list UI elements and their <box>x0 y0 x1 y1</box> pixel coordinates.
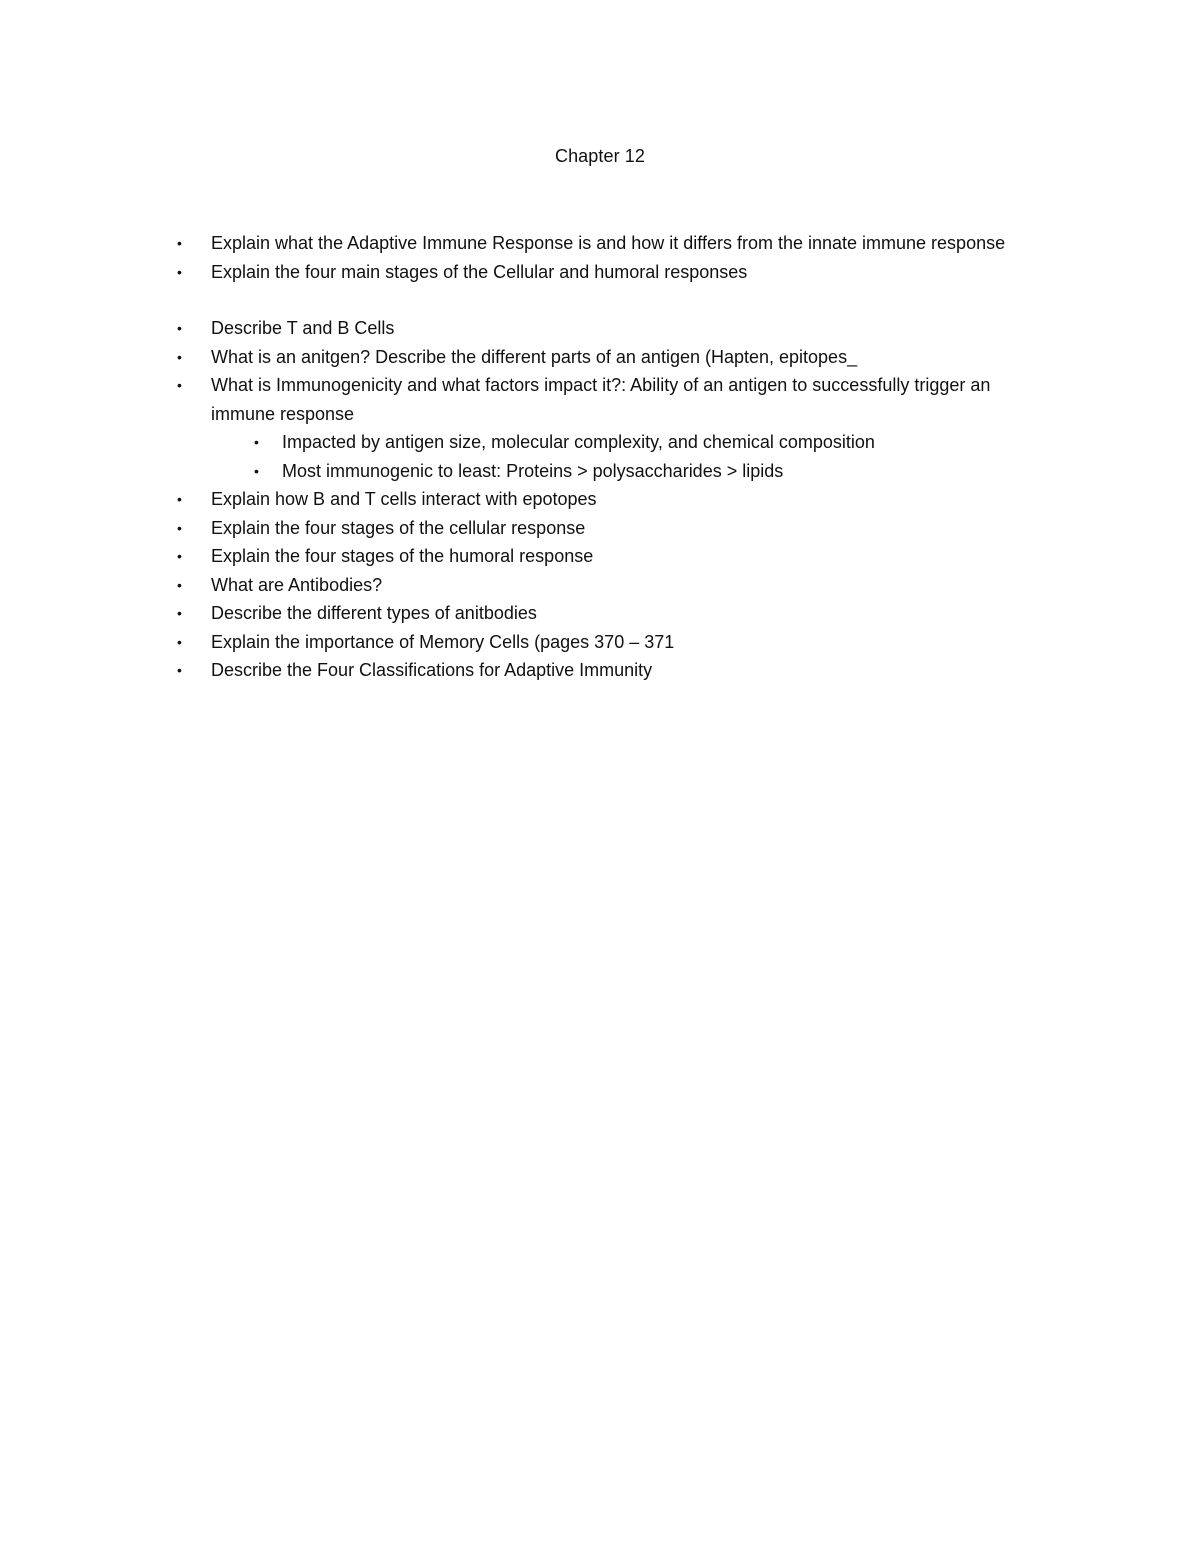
bullet-icon: • <box>177 633 182 650</box>
bullet-icon: • <box>177 605 182 621</box>
list-item-text: Explain the four stages of the cellular response <box>211 517 586 538</box>
list-item-text: Explain the four stages of the humoral response <box>211 546 594 566</box>
list-item <box>175 628 1055 657</box>
bullet-icon: • <box>177 235 182 251</box>
list-item-text: Describe T and B Cells <box>211 318 395 338</box>
bullet-icon: • <box>177 348 182 365</box>
list-item <box>175 542 1055 571</box>
objectives-list <box>175 229 1055 685</box>
list-item <box>175 258 1055 287</box>
sub-list <box>247 428 1055 485</box>
list-item <box>175 485 1055 514</box>
list-item-text: Explain how B and T cells interact with epotopes <box>211 489 597 509</box>
bullet-icon: • <box>177 662 182 678</box>
list-item-text: Describe the different types of anitbodies <box>211 603 537 623</box>
list-item-text: Describe the Four Classifications for Adaptive Immunity <box>211 660 653 680</box>
list-item <box>175 229 1055 258</box>
bullet-icon: • <box>177 519 182 536</box>
list-item <box>175 656 1055 685</box>
bullet-icon: • <box>177 320 182 336</box>
list-item-text: What is an anitgen? Describe the different parts of an antigen (Hapten, epitopes_ <box>211 346 858 367</box>
list-item <box>175 514 1055 543</box>
sub-list-item-text: Impacted by antigen size, molecular complexity, and chemical composition <box>282 432 875 452</box>
list-item <box>175 599 1055 628</box>
bullet-icon: • <box>177 491 182 507</box>
bullet-icon: • <box>177 548 182 564</box>
list-item-text: Explain the four main stages of the Cellular and humoral responses <box>211 261 748 282</box>
sub-list-item <box>247 428 1055 457</box>
bullet-icon: • <box>177 576 182 593</box>
bullet-icon: • <box>177 263 182 280</box>
list-item-text: Explain the importance of Memory Cells (pages 370 – 371 <box>211 631 675 652</box>
bullet-icon: • <box>254 434 259 450</box>
sub-list-item-text: Most immunogenic to least: Proteins > polysaccharides > lipids <box>282 460 784 481</box>
sub-list-item <box>247 457 1055 486</box>
page-title: Chapter 12 <box>554 146 646 166</box>
list-item-text: Explain what the Adaptive Immune Response is and how it differs from the innate immune response <box>211 233 1006 253</box>
list-item <box>175 571 1055 600</box>
list-item <box>175 343 1055 372</box>
bullet-icon: • <box>254 462 259 479</box>
list-item-text: What are Antibodies? <box>211 574 383 595</box>
bullet-icon: • <box>177 377 182 393</box>
list-item <box>175 314 1055 343</box>
list-item <box>175 371 1055 485</box>
list-item-text: What is Immunogenicity and what factors impact it?: Ability of an antigen to successfully trigger an immune response <box>211 375 991 424</box>
